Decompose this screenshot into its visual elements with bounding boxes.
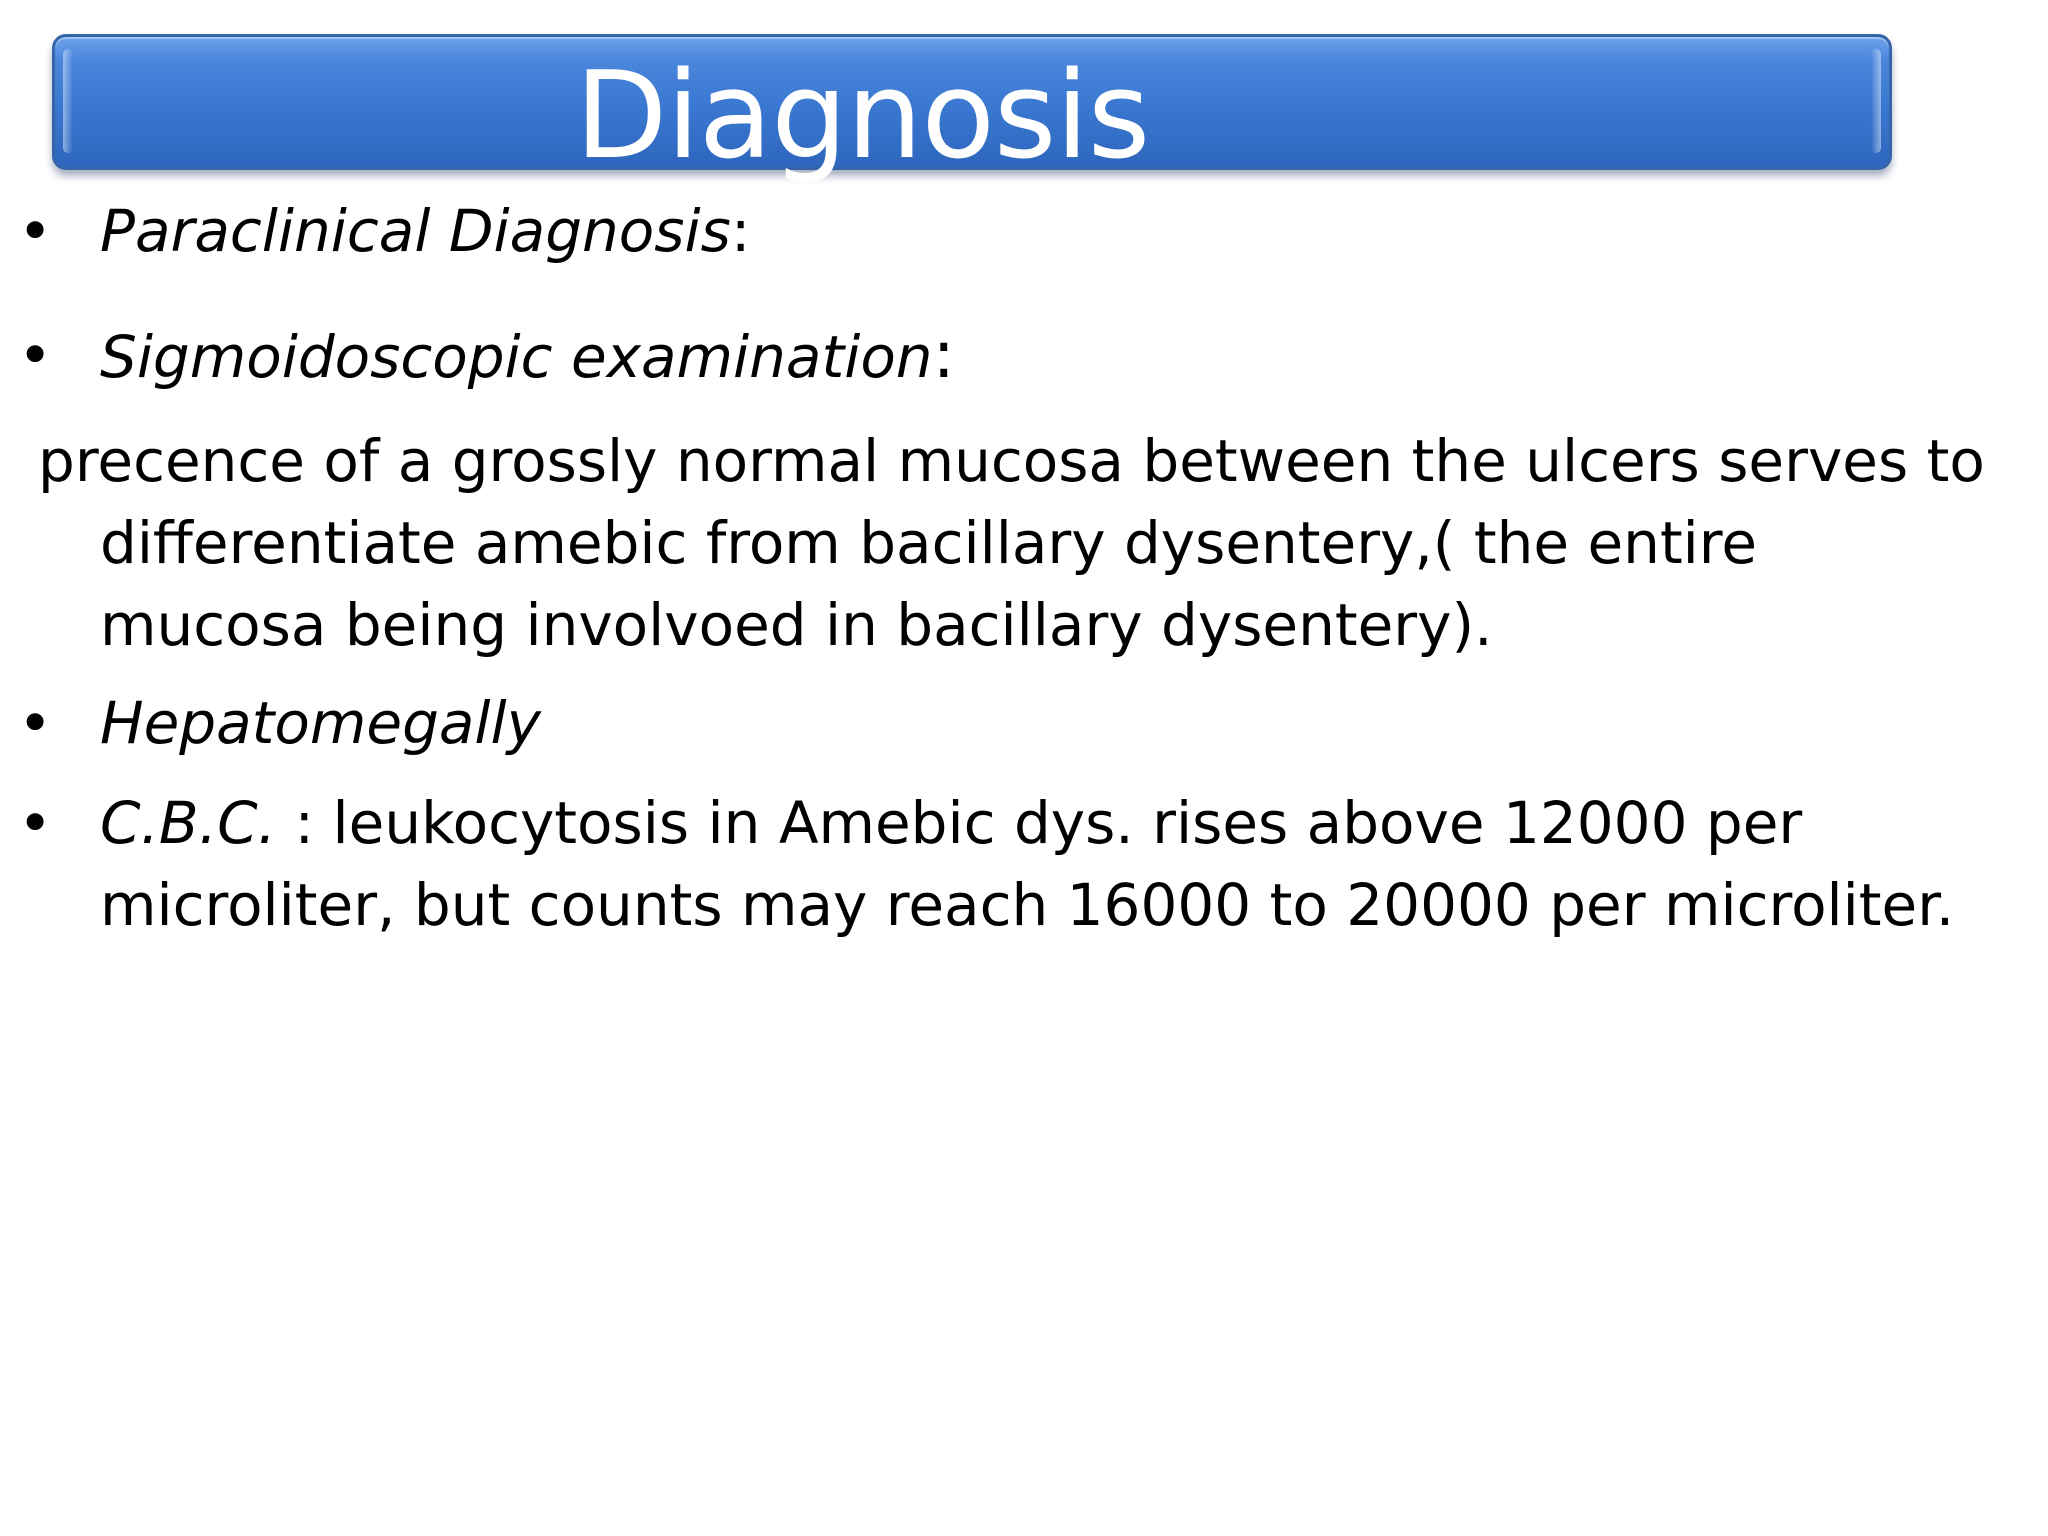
list-item-cbc xyxy=(0,782,2000,946)
title-banner xyxy=(52,34,1892,186)
item-suffix: : xyxy=(932,316,955,393)
item-label: Sigmoidoscopic examination xyxy=(100,323,933,391)
list-item-sigmoidoscopic xyxy=(0,314,2000,398)
slide-content xyxy=(0,190,2000,946)
bullet-icon: • xyxy=(18,689,53,757)
list-item-paraclinical xyxy=(0,190,2000,272)
description-paragraph: precence of a grossly normal mucosa between the ulcers serves to differentiate amebic from bacillary dysentery,( the entire mucosa being involvoed in bacillary dysentery). xyxy=(38,427,1985,659)
bullet-icon: • xyxy=(18,321,53,389)
item-label: C.B.C. xyxy=(100,789,277,857)
page-title: Diagnosis xyxy=(575,47,1150,186)
item-text: : leukocytosis in Amebic dys. rises above 12000 per microliter, but counts may reach 16000 to 20000 per microliter. xyxy=(100,789,1955,939)
list-item-hepatomegally xyxy=(0,682,2000,764)
item-label: Paraclinical Diagnosis xyxy=(100,197,731,265)
item-suffix: : xyxy=(730,197,751,265)
bullet-icon: • xyxy=(18,197,53,265)
bullet-icon: • xyxy=(18,789,53,857)
item-label: Hepatomegally xyxy=(100,689,541,757)
